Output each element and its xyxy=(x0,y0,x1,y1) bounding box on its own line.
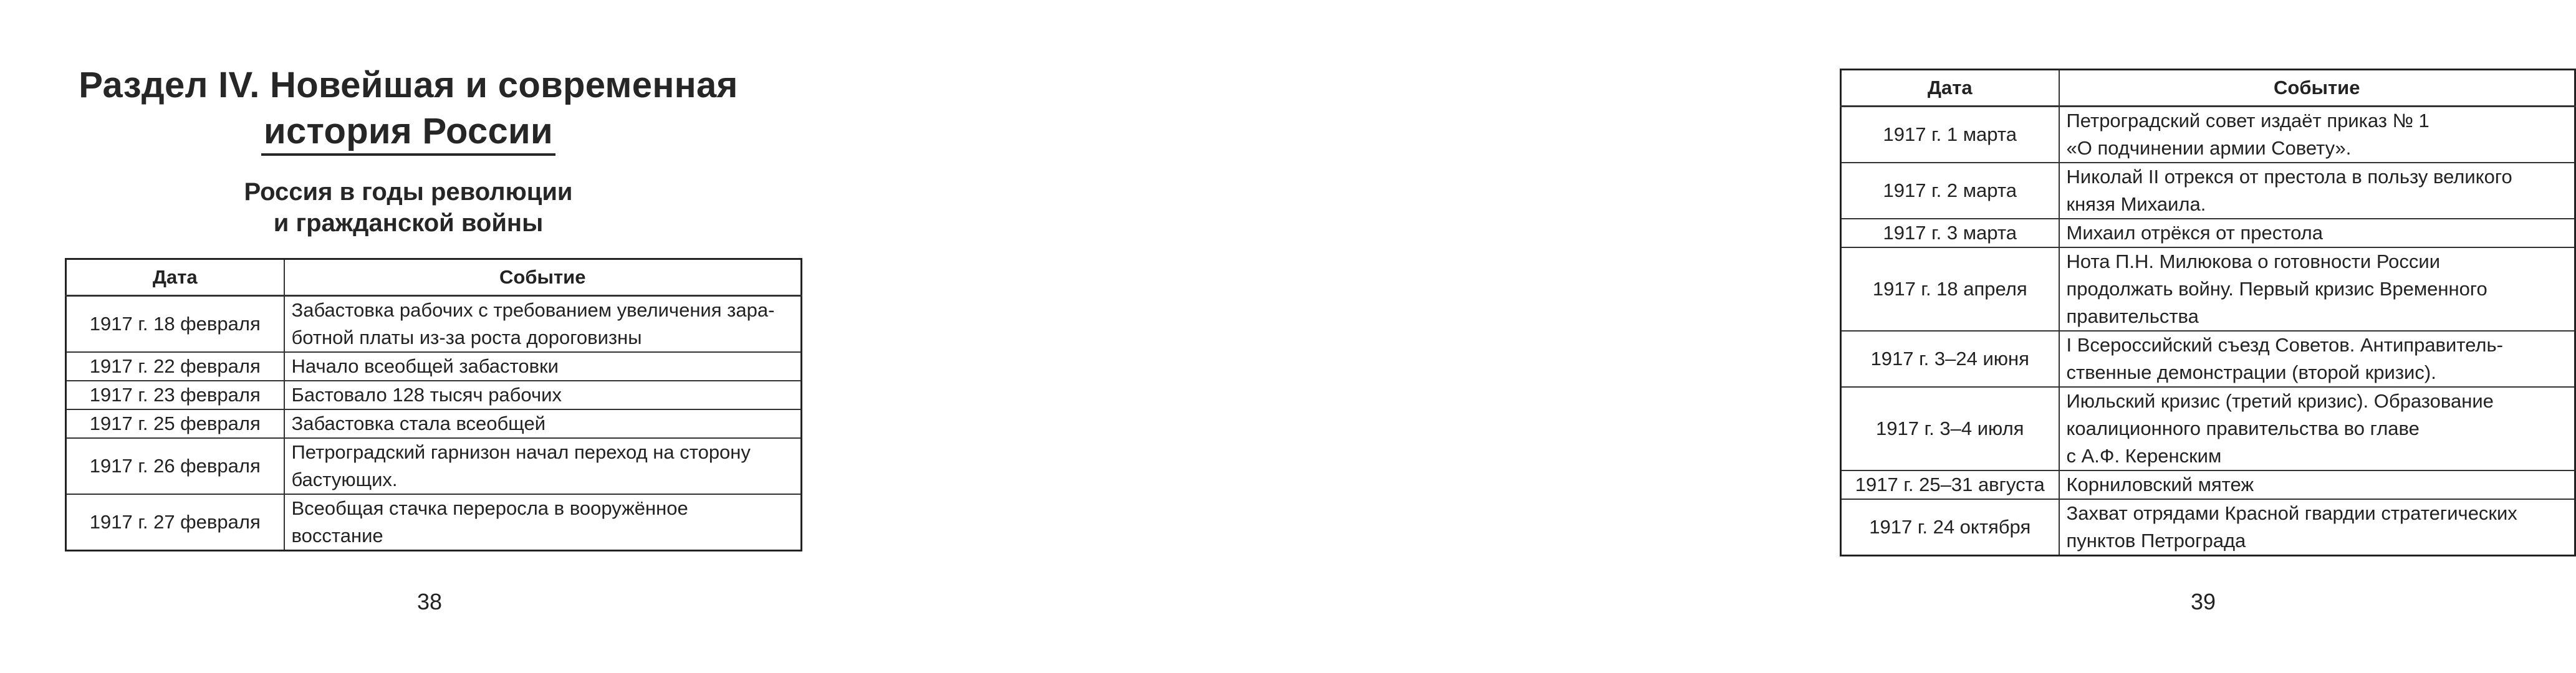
event-cell xyxy=(2059,247,2575,331)
event-text-line: Михаил отрёкся от престола xyxy=(2066,222,2323,244)
event-text-line: Петроградский гарнизон начал переход на сторону xyxy=(291,441,751,463)
table-row xyxy=(66,494,802,551)
event-text-line: бастующих. xyxy=(291,469,398,490)
table-row xyxy=(1841,247,2575,331)
event-text-line: коалиционного правительства во главе xyxy=(2066,418,2420,439)
event-cell xyxy=(2059,387,2575,470)
date-cell: 1917 г. 2 марта xyxy=(1841,163,2059,219)
event-text-line: Николай II отрекся от престола в пользу великого xyxy=(2066,166,2512,188)
table-row xyxy=(66,438,802,494)
event-cell xyxy=(2059,470,2575,499)
event-cell xyxy=(2059,219,2575,247)
page-number: 39 xyxy=(2190,589,2216,614)
event-cell xyxy=(2059,163,2575,219)
section-title xyxy=(65,62,751,156)
event-text-line: Забастовка рабочих с требованием увеличения зара- xyxy=(291,299,775,321)
date-cell: 1917 г. 23 февраля xyxy=(66,381,284,409)
event-cell xyxy=(284,494,802,551)
table-header-row xyxy=(66,259,802,296)
column-header-event: Событие xyxy=(2059,70,2575,107)
table-row xyxy=(1841,499,2575,556)
table-row xyxy=(66,381,802,409)
date-cell: 1917 г. 27 февраля xyxy=(66,494,284,551)
event-cell xyxy=(284,409,802,438)
date-cell: 1917 г. 3–4 июля xyxy=(1841,387,2059,470)
event-text-line: I Всероссийский съезд Советов. Антиправитель- xyxy=(2066,334,2503,356)
event-text-line: Нота П.Н. Милюкова о готовности России xyxy=(2066,251,2441,272)
left-page xyxy=(0,0,875,673)
event-text-line: князя Михаила. xyxy=(2066,193,2206,215)
event-text-line: с А.Ф. Керенским xyxy=(2066,445,2222,467)
event-text-line: Начало всеобщей забастовки xyxy=(291,355,559,377)
date-cell: 1917 г. 3 марта xyxy=(1841,219,2059,247)
event-cell xyxy=(284,381,802,409)
table-header-row xyxy=(1841,70,2575,107)
date-cell: 1917 г. 24 октября xyxy=(1841,499,2059,556)
event-text-line: Июльский кризис (третий кризис). Образование xyxy=(2066,390,2494,412)
event-cell xyxy=(2059,107,2575,163)
event-text-line: ственные демонстрации (второй кризис). xyxy=(2066,361,2436,383)
table-row xyxy=(1841,163,2575,219)
table-row xyxy=(1841,387,2575,470)
section-title-line-2: история России xyxy=(261,110,555,156)
event-cell xyxy=(2059,499,2575,556)
table-row xyxy=(66,409,802,438)
table-row xyxy=(1841,107,2575,163)
event-cell xyxy=(284,352,802,381)
date-cell: 1917 г. 25 февраля xyxy=(66,409,284,438)
event-text-line: Петроградский совет издаёт приказ № 1 xyxy=(2066,110,2429,131)
table-body xyxy=(66,296,802,551)
event-text-line: ботной платы из-за роста дороговизны xyxy=(291,327,642,348)
event-cell xyxy=(284,296,802,353)
event-cell xyxy=(2059,331,2575,387)
page-number: 38 xyxy=(416,589,443,614)
table-row xyxy=(1841,219,2575,247)
event-text-line: Бастовало 128 тысяч рабочих xyxy=(291,384,562,406)
date-cell: 1917 г. 18 апреля xyxy=(1841,247,2059,331)
table-body xyxy=(1841,107,2575,556)
table-row xyxy=(1841,331,2575,387)
date-cell: 1917 г. 26 февраля xyxy=(66,438,284,494)
table-row xyxy=(66,352,802,381)
events-table-right xyxy=(1840,69,2576,556)
table-row xyxy=(66,296,802,353)
date-cell: 1917 г. 22 февраля xyxy=(66,352,284,381)
event-text-line: пунктов Петрограда xyxy=(2066,530,2246,551)
date-cell: 1917 г. 3–24 июня xyxy=(1841,331,2059,387)
subtitle-line-2: и гражданской войны xyxy=(273,209,544,237)
event-text-line: «О подчинении армии Совету». xyxy=(2066,137,2352,159)
event-text-line: продолжать войну. Первый кризис Временного xyxy=(2066,278,2487,300)
event-text-line: Всеобщая стачка переросла в вооружённое xyxy=(291,497,688,519)
date-cell: 1917 г. 25–31 августа xyxy=(1841,470,2059,499)
event-text-line: Корниловский мятеж xyxy=(2066,474,2254,495)
section-title-line-1: Раздел IV. Новейшая и современная xyxy=(79,65,738,105)
right-page xyxy=(875,0,2517,673)
column-header-event: Событие xyxy=(284,259,802,296)
event-text-line: Забастовка стала всеобщей xyxy=(291,413,546,434)
date-cell: 1917 г. 18 февраля xyxy=(66,296,284,353)
event-text-line: восстание xyxy=(291,525,383,547)
column-header-date: Дата xyxy=(66,259,284,296)
event-cell xyxy=(284,438,802,494)
table-row xyxy=(1841,470,2575,499)
date-cell: 1917 г. 1 марта xyxy=(1841,107,2059,163)
event-text-line: правительства xyxy=(2066,305,2199,327)
subtitle xyxy=(65,176,751,239)
column-header-date: Дата xyxy=(1841,70,2059,107)
event-text-line: Захват отрядами Красной гвардии стратегических xyxy=(2066,502,2517,524)
subtitle-line-1: Россия в годы революции xyxy=(244,178,573,206)
events-table-left xyxy=(65,258,802,551)
